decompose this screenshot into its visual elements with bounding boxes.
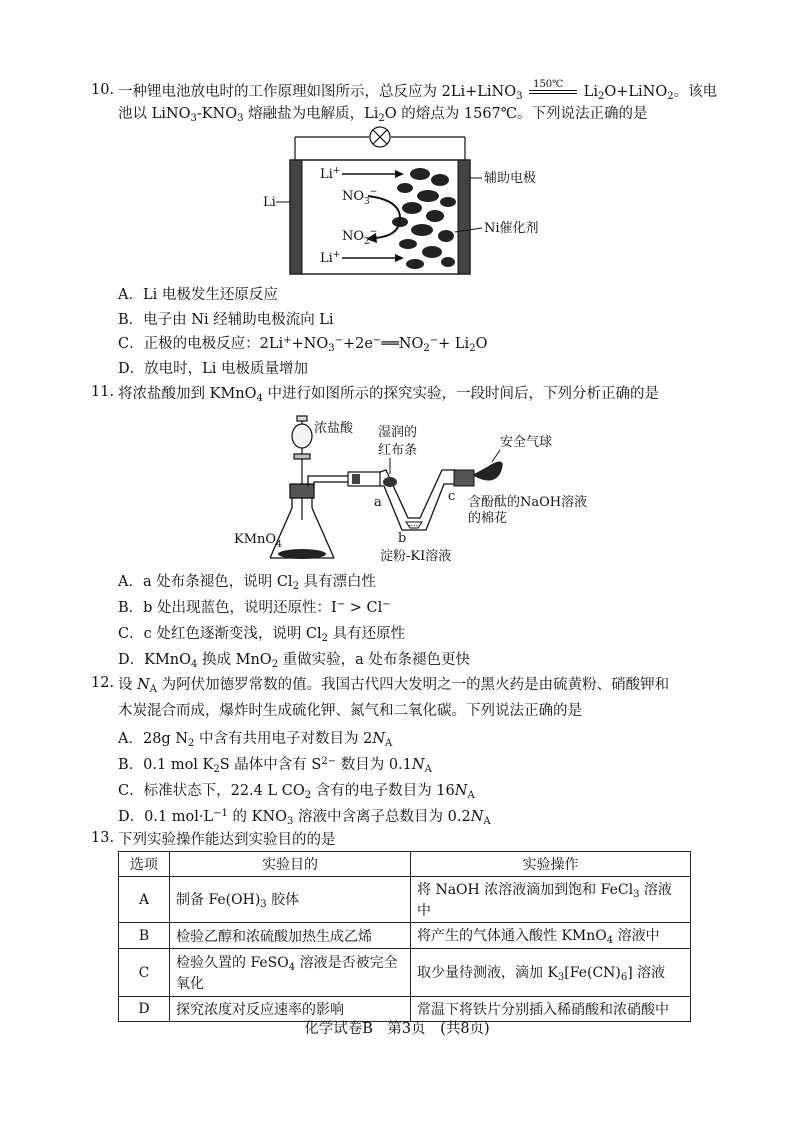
q10-reaction-condition: 150℃ — [533, 79, 564, 90]
q10-option-c: C．正极的电极反应：$2Li^++NO_3^-+2e^-══NO_2^-+ Li_2O$ — [118, 335, 488, 354]
safety-balloon-icon — [474, 462, 503, 481]
q10-stem-line2: 池以 $LiNO_3-KNO_3$ 熔融盐为电解质，$Li_2O$ 的熔点为 1567℃。下列说法正确的是 — [118, 106, 648, 124]
q12-number: 12. — [91, 675, 115, 691]
table-header-option: 选项 — [119, 852, 170, 877]
table-cell-option: C — [119, 949, 170, 997]
label-starch-ki: 淀粉-KI溶液 — [380, 549, 452, 564]
q13-number: 13. — [91, 830, 115, 846]
q11-option-a: A．a 处布条褪色，说明 $Cl_2$ 具有漂白性 — [118, 574, 377, 592]
wet-cloth-a — [383, 477, 397, 487]
auxiliary-electrode — [458, 160, 470, 274]
q11-option-d: D．KMnO$_4$ 换成 MnO$_2$ 重做实验，a 处布条褪色更快 — [118, 652, 470, 670]
ion-li-bottom: Li+ — [320, 250, 341, 266]
q12-stem-line1: 设 $N_A$ 为阿伏加德罗常数的值。我国古代四大发明之一的黑火药是由硫黄粉、硝酸钾和 — [118, 677, 670, 695]
q10-reaction-arrow — [527, 79, 579, 102]
label-concentrated-hcl: 浓盐酸 — [314, 421, 354, 436]
q12-option-a: A．28g $N_2$ 中含有共用电子对数目为 $2N_A$ — [118, 731, 393, 749]
table-cell-option: A — [119, 877, 170, 923]
table-header-purpose: 实验目的 — [170, 852, 411, 877]
table-cell-option: D — [119, 997, 170, 1022]
label-auxiliary-electrode: 辅助电极 — [484, 171, 537, 186]
table-row — [119, 877, 691, 923]
table-row — [119, 949, 691, 997]
q12-option-d: D．0.1 $mol\cdot L^{-1}$ 的 $KNO_3$ 溶液中含离子总数目为 $0.2N_A$ — [118, 808, 491, 827]
q11-option-b: B．b 处出现蓝色，说明还原性：I− > Cl− — [118, 599, 391, 616]
label-b: b — [398, 531, 407, 546]
li-electrode — [290, 160, 302, 274]
label-kmno4: KMnO$_4$ — [234, 532, 282, 550]
q11-stem: 将浓盐酸加到 KMnO$_4$ 中进行如图所示的探究实验，一段时间后，下列分析正确的是 — [118, 386, 659, 404]
page-footer: 化学试卷B 第3页 (共8页) — [304, 1021, 490, 1037]
q10-option-d: D．放电时，Li 电极质量增加 — [118, 361, 308, 377]
q10-option-a: A．Li 电极发生还原反应 — [118, 287, 278, 303]
label-naoh-1: 含酚酞的NaOH溶液 — [468, 495, 588, 510]
label-c: c — [448, 489, 456, 504]
q10-stem-line1: 一种锂电池放电时的工作原理如图所示，总反应为 2Li+LiNO$_3$ 150℃ $Li_2O+LiNO_2$。该电 — [118, 82, 717, 107]
label-safety-balloon: 安全气球 — [500, 435, 553, 450]
table-cell-operation: 常温下将铁片分别插入稀硝酸和浓硝酸中 — [411, 997, 691, 1022]
table-cell-operation: 取少量待测液，滴加 $K_3[Fe(CN)_6]$ 溶液 — [411, 949, 691, 997]
ion-no2: $NO_2^-$ — [342, 227, 378, 247]
table-row — [119, 923, 691, 949]
table-cell-purpose: 探究浓度对反应速率的影响 — [170, 997, 411, 1022]
label-a: a — [374, 495, 382, 510]
table-header-row — [119, 852, 691, 877]
label-naoh-2: 的棉花 — [468, 511, 508, 526]
q10-number: 10. — [91, 82, 115, 98]
table-cell-purpose: 检验久置的 FeSO$_4$ 溶液是否被完全氧化 — [170, 949, 411, 997]
q11-apparatus-diagram — [230, 412, 600, 564]
q12-stem-line2: 木炭混合而成，爆炸时生成硫化钾、氮气和二氧化碳。下列说法正确的是 — [118, 703, 582, 719]
q13-stem: 下列实验操作能达到实验目的的是 — [118, 832, 336, 848]
table-cell-purpose: 制备 $Fe(OH)_3$ 胶体 — [170, 877, 411, 923]
table-cell-option: B — [119, 923, 170, 949]
q12-option-c: C．标准状态下，22.4 L $CO_2$ 含有的电子数目为 $16N_A$ — [118, 783, 475, 801]
table-header-operation: 实验操作 — [411, 852, 691, 877]
separatory-funnel — [292, 416, 312, 520]
q11-option-c: C．c 处红色逐渐变浅，说明 $Cl_2$ 具有还原性 — [118, 626, 406, 644]
q12-option-b: B．0.1 mol $K_2S$ 晶体中含有 $S^{2-}$ 数目为 $0.1N_A$ — [118, 756, 432, 775]
naoh-cotton-c — [454, 470, 474, 486]
label-wet-cloth-1: 湿润的 — [378, 425, 418, 440]
ion-li-top: Li+ — [320, 166, 341, 182]
bulb-icon — [370, 127, 390, 147]
table-cell-purpose: 检验乙醇和浓硫酸加热生成乙烯 — [170, 923, 411, 949]
q13-experiment-table — [118, 851, 691, 1022]
svg-text:....: .... — [408, 519, 419, 528]
q10-option-b: B．电子由 Ni 经辅助电极流向 Li — [118, 312, 334, 328]
table-cell-operation: 将产生的气体通入酸性 KMnO$_4$ 溶液中 — [411, 923, 691, 949]
q11-number: 11. — [91, 384, 115, 400]
label-wet-cloth-2: 红布条 — [378, 443, 418, 458]
table-cell-operation: 将 NaOH 浓溶液滴加到饱和 FeCl$_3$ 溶液中 — [411, 877, 691, 923]
kmno4-solid — [278, 549, 326, 559]
q10-battery-diagram — [250, 122, 570, 280]
ion-no3: $NO_3^-$ — [342, 187, 378, 207]
label-li: Li — [263, 195, 276, 210]
label-ni-catalyst: Ni催化剂 — [484, 221, 539, 236]
